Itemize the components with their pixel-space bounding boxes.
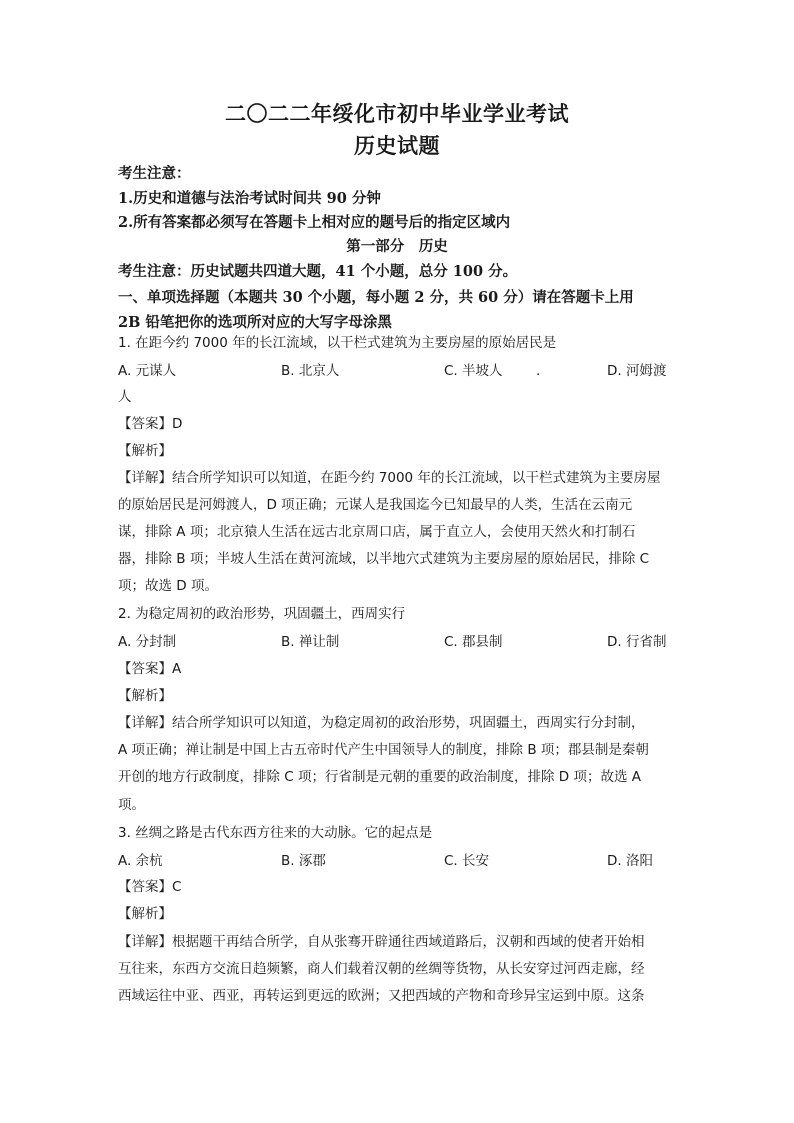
exam-subtitle: 历史试题 xyxy=(354,133,440,158)
option-d: D. 行省制 xyxy=(607,634,667,650)
part-heading: 第一部分 历史 xyxy=(346,238,448,255)
exam-title: 二〇二二年绥化市初中毕业学业考试 xyxy=(225,101,569,126)
section-heading: 2B 铅笔把你的选项所对应的大写字母涂黑 xyxy=(118,314,392,331)
detail-line: 西域运往中亚、西亚，再转运到更远的欧洲；又把西域的产物和奇珍异宝运到中原。这条 xyxy=(118,988,645,1004)
notice-item: 1.历史和道德与法治考试时间共 90 分钟 xyxy=(118,190,381,207)
answer: 【答案】D xyxy=(118,416,183,432)
option-b: B. 涿郡 xyxy=(281,853,326,869)
detail-line: 的原始居民是河姆渡人，D 项正确；元谋人是我国迄今已知最早的人类，生活在云南元 xyxy=(118,497,633,513)
answer: 【答案】C xyxy=(118,879,182,895)
option-c: C. 半坡人 xyxy=(444,363,503,379)
option-d: D. 洛阳 xyxy=(607,853,653,869)
option-d: D. 河姆渡 xyxy=(607,363,667,379)
analysis-label: 【解析】 xyxy=(118,443,172,459)
detail-line: 互往来，东西方交流日趋频繁，商人们载着汉朝的丝绸等货物，从长安穿过河西走廊，经 xyxy=(118,961,645,977)
option-a: A. 余杭 xyxy=(118,853,163,869)
detail-line: A 项正确；禅让制是中国上古五帝时代产生中国领导人的制度，排除 B 项；郡县制是秦朝 xyxy=(118,742,649,758)
option-c: C. 郡县制 xyxy=(444,634,503,650)
question-stem: 3. 丝绸之路是古代东西方往来的大动脉。它的起点是 xyxy=(118,825,433,841)
section-heading: 一、单项选择题（本题共 30 个小题，每小题 2 分，共 60 分）请在答题卡上用 xyxy=(118,289,634,306)
option-a: A. 分封制 xyxy=(118,634,177,650)
detail-line: 器，排除 B 项；半坡人生活在黄河流域，以半地穴式建筑为主要房屋的原始居民，排除 C xyxy=(118,551,650,567)
detail-line: 项。 xyxy=(118,797,145,813)
analysis-label: 【解析】 xyxy=(118,688,172,704)
detail-line: 谋，排除 A 项；北京猿人生活在远古北京周口店，属于直立人，会使用天然火和打制石 xyxy=(118,524,636,540)
option-a: A. 元谋人 xyxy=(118,363,177,379)
option-b: B. 禅让制 xyxy=(281,634,340,650)
detail-line: 项；故选 D 项。 xyxy=(118,578,218,594)
detail-line: 【详解】结合所学知识可以知道，在距今约 7000 年的长江流域，以干栏式建筑为主要房屋 xyxy=(118,470,661,486)
option-row xyxy=(118,851,678,871)
option-wrap: 人 xyxy=(118,389,132,405)
notice-label: 考生注意： xyxy=(118,165,191,182)
notice-item: 2.所有答案都必须写在答题卡上相对应的题号后的指定区域内 xyxy=(118,214,511,231)
question-stem: 2. 为稳定周初的政治形势，巩固疆土，西周实行 xyxy=(118,606,406,622)
detail-line: 【详解】根据题干再结合所学，自从张骞开辟通往西域道路后，汉朝和西域的使者开始相 xyxy=(118,934,645,950)
detail-line: 【详解】结合所学知识可以知道，为稳定周初的政治形势，巩固疆土，西周实行分封制， xyxy=(118,715,645,731)
option-c: C. 长安 xyxy=(444,853,490,869)
question-stem: 1. 在距今约 7000 年的长江流域，以干栏式建筑为主要房屋的原始居民是 xyxy=(118,335,557,351)
option-row xyxy=(118,361,678,381)
option-row xyxy=(118,632,678,652)
analysis-label: 【解析】 xyxy=(118,906,172,922)
part-notice: 考生注意：历史试题共四道大题，41 个小题，总分 100 分。 xyxy=(118,263,518,280)
answer: 【答案】A xyxy=(118,661,182,677)
detail-line: 开创的地方行政制度，排除 C 项；行省制是元朝的重要的政治制度，排除 D 项；故选 A xyxy=(118,769,642,785)
stray-mark: . xyxy=(536,363,541,379)
option-b: B. 北京人 xyxy=(281,363,340,379)
